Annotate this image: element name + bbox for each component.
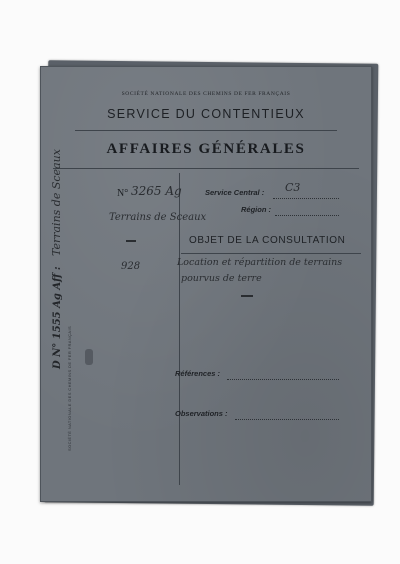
vertical-label: D N° 1555 Ag Aff : [52, 266, 63, 369]
organization-name: SOCIÉTÉ NATIONALE DES CHEMINS DE FER FRANÇAIS [121, 91, 291, 97]
main-title: AFFAIRES GÉNÉRALES [106, 141, 306, 157]
observations-dots [235, 419, 339, 420]
service-central-dots [273, 198, 339, 199]
region-label: Région : [241, 205, 271, 214]
title-divider [75, 130, 337, 131]
dossier-cover [40, 66, 372, 502]
vertical-title [47, 149, 65, 369]
service-central-value: C3 [285, 181, 301, 194]
handwritten-subject: Terrains de Sceaux [109, 212, 207, 223]
dossier-number: 3265 Ag [131, 184, 182, 198]
vertical-fine-print: SOCIÉTÉ NATIONALE DES CHEMINS DE FER FRANÇAIS [67, 325, 72, 451]
objet-divider [181, 253, 361, 254]
number-label: N° [117, 188, 129, 199]
service-title: SERVICE DU CONTENTIEUX [107, 107, 305, 121]
references-dots [227, 379, 339, 380]
handwritten-reference: 928 [121, 261, 141, 272]
references-label: Références : [175, 369, 221, 378]
region-dots [275, 215, 339, 216]
objet-dash [241, 295, 253, 297]
ink-stamp [85, 349, 93, 365]
left-column [61, 184, 211, 488]
header-divider [53, 168, 359, 169]
objet-handwritten-line1: Location et répartition de terrains [177, 257, 343, 268]
handwritten-dash [126, 240, 136, 242]
objet-heading: OBJET DE LA CONSULTATION [189, 235, 346, 246]
service-central-label: Service Central : [205, 188, 265, 197]
vertical-handwritten: Terrains de Sceaux [50, 149, 63, 257]
objet-handwritten-line2: pourvus de terre [181, 273, 262, 284]
observations-label: Observations : [175, 409, 228, 418]
